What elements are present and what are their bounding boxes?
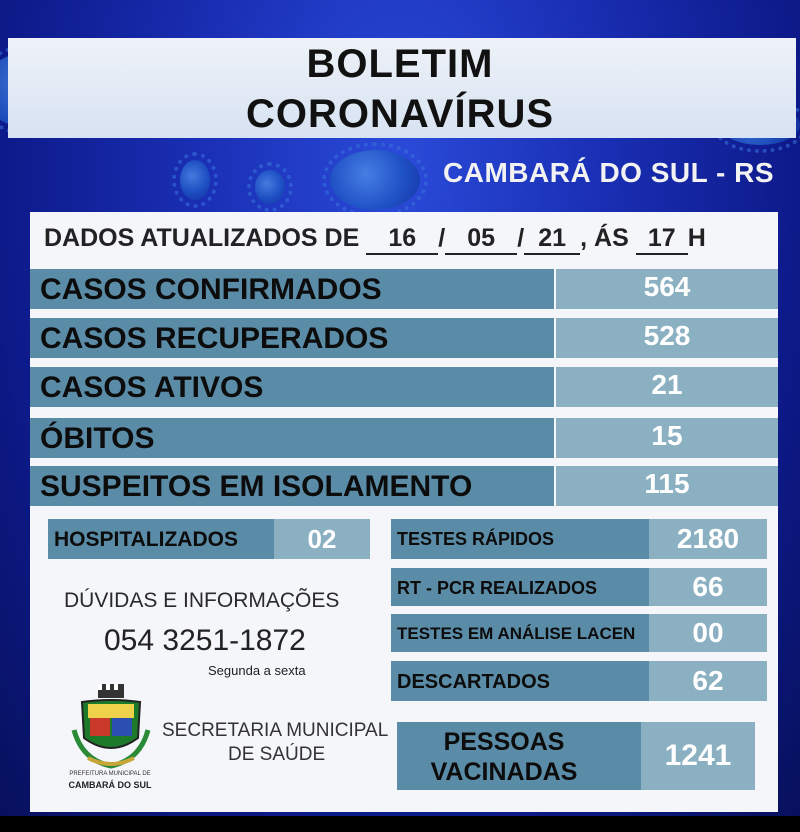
stat-label-box [30,466,554,506]
title-line1: BOLETIM [306,42,494,86]
update-line [44,224,706,255]
date-separator: / [438,224,446,252]
update-year: 21 [524,224,580,255]
crest-caption: CAMBARÁ DO SUL [68,780,152,790]
stat-value: 15 [651,420,683,451]
test-value: 62 [649,661,767,701]
stat-value: 115 [644,468,690,499]
stat-value: 21 [651,369,683,400]
test-value: 66 [649,568,767,606]
crest-caption-small: PREFEITURA MUNICIPAL DE [69,771,151,777]
stat-label: CASOS ATIVOS [40,371,264,404]
title-line2: CORONAVÍRUS [245,92,555,136]
vaccinated-value: 1241 [641,722,755,790]
stat-value: 528 [643,320,691,351]
update-prefix: DADOS ATUALIZADOS DE [44,224,360,252]
stat-label: SUSPEITOS EM ISOLAMENTO [40,470,473,503]
stat-label: CASOS CONFIRMADOS [40,273,382,306]
secretaria-line2: DE SAÚDE [228,744,326,765]
test-label: TESTES EM ANÁLISE LACEN [397,624,636,643]
stat-label-box [30,269,554,309]
update-month: 05 [445,224,517,255]
test-row-rapid [391,519,767,559]
hospitalized-box [48,519,370,559]
stat-label: ÓBITOS [40,422,155,455]
contact-title: DÚVIDAS E INFORMAÇÕES [64,589,340,612]
date-separator: / [517,224,525,252]
city-name: CAMBARÁ DO SUL - RS [443,157,774,188]
update-hour: 17 [636,224,688,255]
stat-row-confirmed [30,269,778,309]
contact-days: Segunda a sexta [208,663,306,678]
virus-icon [330,150,420,210]
stat-row-deaths [30,418,778,458]
footer-bar [0,816,800,832]
hour-prefix: , ÁS [580,224,629,252]
hour-suffix: H [687,224,706,252]
contact-phone: 054 3251-1872 [104,624,306,657]
stat-value-box [556,269,778,309]
virus-icon [255,170,285,204]
virus-icon [180,160,210,200]
stat-row-active [30,367,778,407]
test-label: TESTES RÁPIDOS [397,529,555,549]
stat-value-box [556,418,778,458]
stat-label-box [30,318,554,358]
stat-value-box [556,367,778,407]
test-label: RT - PCR REALIZADOS [397,578,597,598]
vaccinated-box [397,722,755,790]
stat-label-box [30,418,554,458]
stat-value-box [556,466,778,506]
stat-row-isolation [30,466,778,506]
vaccinated-label-line1: PESSOAS [443,728,565,756]
test-value: 2180 [649,519,767,559]
test-row-discarded [391,661,767,701]
stat-row-recovered [30,318,778,358]
test-row-lacen [391,614,767,652]
stat-label: CASOS RECUPERADOS [40,322,389,355]
stat-value: 564 [643,271,691,302]
stat-value-box [556,318,778,358]
test-value: 00 [649,614,767,652]
test-row-pcr [391,568,767,606]
secretaria-line1: SECRETARIA MUNICIPAL [162,720,389,741]
hospitalized-label: HOSPITALIZADOS [54,528,238,551]
vaccinated-label-line2: VACINADAS [430,758,578,786]
update-day: 16 [366,224,438,255]
hospitalized-value: 02 [274,519,370,559]
stat-label-box [30,367,554,407]
test-label: DESCARTADOS [397,671,550,693]
